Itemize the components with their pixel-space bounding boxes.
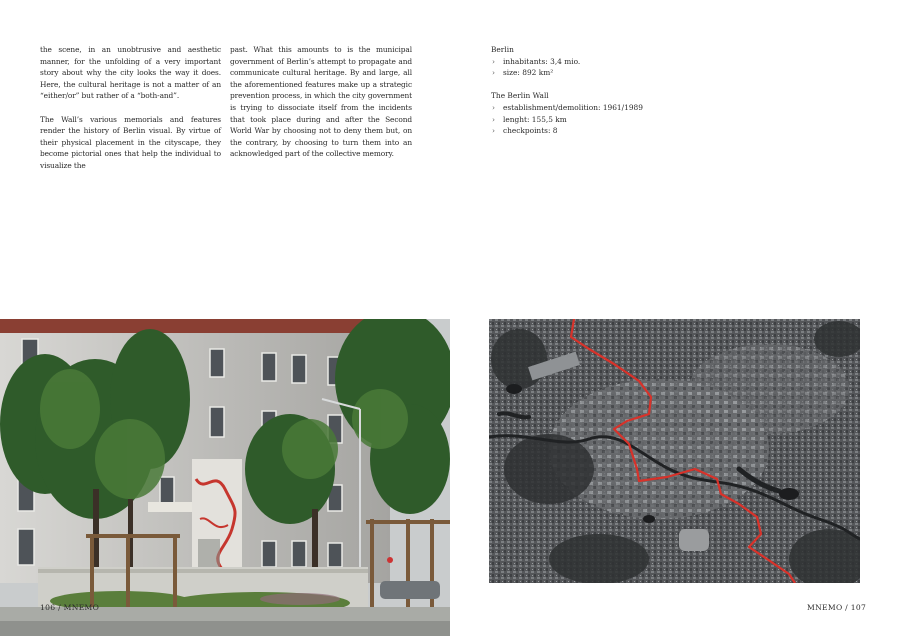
wall-segment-photo-illustration xyxy=(0,319,450,636)
fact-item: › inhabitants: 3,4 mio. xyxy=(491,56,691,68)
fact-list xyxy=(491,56,691,79)
fact-list xyxy=(491,102,691,137)
page-number-right: MNEMO / 107 xyxy=(807,603,867,612)
fact-item: › size: 892 km² xyxy=(491,67,691,79)
paragraph: past. What this amounts to is the municipal government of Berlin’s attempt to propagate and communicate cultural heritage. By and large, all the aforementioned features make up a strategic prevention process, in which the city government is trying to dissociate itself from the incidents that took place during and after the Second World War by choosing not to deny them but, on the contrary, by choosing to turn them into an acknowledged part of the collective memory. xyxy=(230,45,412,159)
berlin-satellite-map xyxy=(489,319,860,583)
wall-segment-photo xyxy=(0,319,450,636)
text-column-2 xyxy=(230,44,412,172)
paragraph: the scene, in an unobtrusive and aesthetic manner, for the unfolding of a very important story about why the city looks the way it does. Here, the cultural heritage is not a matter of an “either/or” but rather of a “both-and”. xyxy=(40,45,221,101)
page-number-left: 106 / MNEMO xyxy=(40,603,100,612)
berlin-satellite-map-illustration xyxy=(489,319,860,583)
fact-heading: The Berlin Wall xyxy=(491,91,549,101)
fact-heading: Berlin xyxy=(491,45,514,54)
text-column-1 xyxy=(40,44,221,183)
fact-item: › checkpoints: 8 xyxy=(491,125,691,137)
fact-item: › establishment/demolition: 1961/1989 xyxy=(491,102,691,114)
fact-group-berlin-wall xyxy=(491,90,691,136)
fact-box xyxy=(491,44,691,148)
fact-item: › lenght: 155,5 km xyxy=(491,114,691,126)
fact-group-berlin xyxy=(491,44,691,79)
paragraph: The Wall’s various memorials and features render the history of Berlin visual. By virtue of their physical placement in the cityscape, they become pictorial ones that help the individual to visualize the xyxy=(40,114,221,170)
